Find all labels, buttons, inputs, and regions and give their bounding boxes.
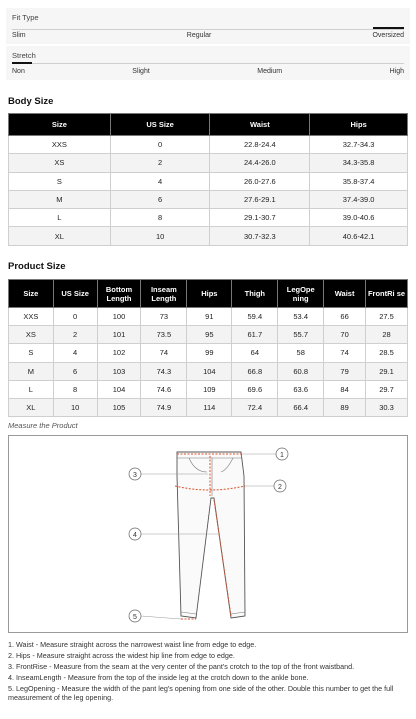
product-size-title: Product Size [8,261,66,272]
table-cell: XXS [9,308,54,326]
table-cell: M [9,190,111,208]
table-cell: 66.4 [278,398,324,416]
fit-type-label-regular: Regular [186,32,212,39]
pants-outline [177,452,245,618]
table-cell: 30.3 [366,398,408,416]
table-cell: 24.4-26.0 [210,154,310,172]
table-header-row [9,114,408,136]
note-hips: 2. Hips - Measure straight across the widest hip line from edge to edge. [8,651,235,660]
svg-text:2: 2 [278,484,282,491]
stretch-labels [12,68,404,75]
table-cell: S [9,172,111,190]
table-cell: XL [9,227,111,245]
body-size-table [8,113,408,246]
note-inseam-length: 4. InseamLength - Measure from the top of the inside leg at the crotch down to the ankle bone. [8,673,309,682]
table-row [9,209,408,227]
table-cell: 84 [324,380,366,398]
table-cell: 74.9 [141,398,187,416]
header-waist: Waist [210,114,310,136]
table-cell: 8 [53,380,97,398]
table-cell: 91 [187,308,232,326]
header-bottom-length: Bottom Length [97,280,141,308]
table-cell: 73 [141,308,187,326]
stretch-label-non: Non [12,68,25,75]
stretch-label-medium: Medium [257,68,283,75]
table-cell: 66.8 [232,362,278,380]
measurement-notes [8,640,412,704]
table-cell: 100 [97,308,141,326]
table-cell: 109 [187,380,232,398]
header-leg-opening: LegOpe ning [278,280,324,308]
table-cell: 105 [97,398,141,416]
table-cell: 64 [232,344,278,362]
svg-text:1: 1 [280,452,284,459]
table-cell: 101 [97,326,141,344]
fit-type-selected-marker [373,27,404,29]
table-cell: 60.8 [278,362,324,380]
svg-text:3: 3 [133,472,137,479]
table-row [9,326,408,344]
table-cell: 4 [53,344,97,362]
body-size-title: Body Size [8,96,54,107]
table-cell: XL [9,398,54,416]
table-row [9,227,408,245]
table-cell: 8 [110,209,210,227]
table-row [9,136,408,154]
table-cell: 69.6 [232,380,278,398]
header-thigh: Thigh [232,280,278,308]
table-cell: L [9,209,111,227]
table-cell: 89 [324,398,366,416]
note-waist: 1. Waist - Measure straight across the narrowest waist line from edge to edge. [8,640,257,649]
fit-type-scale [6,8,410,44]
measure-caption: Measure the Product [8,421,78,430]
table-cell: 29.1 [366,362,408,380]
table-cell: 4 [110,172,210,190]
measure-diagram [8,435,408,633]
stretch-label-slight: Slight [132,68,150,75]
table-cell: 59.4 [232,308,278,326]
header-size: Size [9,114,111,136]
marker-3 [129,468,141,480]
table-cell: 66 [324,308,366,326]
fit-type-label-slim: Slim [12,32,26,39]
table-cell: 28.5 [366,344,408,362]
table-row [9,398,408,416]
stretch-scale [6,46,410,80]
table-cell: 114 [187,398,232,416]
note-front-rise: 3. FrontRise - Measure from the seam at the very center of the pant's crotch to the top of the front waistband. [8,662,355,671]
table-cell: S [9,344,54,362]
svg-text:5: 5 [133,614,137,621]
table-cell: 74.6 [141,380,187,398]
table-cell: 27.6-29.1 [210,190,310,208]
pants-illustration [9,436,407,632]
table-cell: 32.7-34.3 [310,136,408,154]
table-cell: 34.3-35.8 [310,154,408,172]
table-cell: XS [9,326,54,344]
table-row [9,190,408,208]
table-cell: 30.7-32.3 [210,227,310,245]
table-row [9,380,408,398]
header-us-size: US Size [53,280,97,308]
header-us-size: US Size [110,114,210,136]
marker-2 [274,480,286,492]
table-cell: 6 [110,190,210,208]
table-cell: 79 [324,362,366,380]
table-cell: 104 [97,380,141,398]
table-row [9,362,408,380]
table-row [9,344,408,362]
note-leg-opening: 5. LegOpening - Measure the width of the pant leg's opening from one side of the other. Double this number to get the full measurement of the leg opening. [8,684,394,702]
table-cell: 35.8-37.4 [310,172,408,190]
table-cell: 10 [53,398,97,416]
table-cell: 29.1-30.7 [210,209,310,227]
table-cell: 104 [187,362,232,380]
table-cell: 99 [187,344,232,362]
table-cell: 28 [366,326,408,344]
marker-4 [129,528,141,540]
stretch-track [12,63,404,64]
table-cell: 29.7 [366,380,408,398]
table-cell: 95 [187,326,232,344]
table-cell: 22.8-24.4 [210,136,310,154]
table-cell: 74 [141,344,187,362]
table-cell: 37.4-39.0 [310,190,408,208]
marker-1 [276,448,288,460]
table-cell: 58 [278,344,324,362]
table-cell: 0 [110,136,210,154]
stretch-selected-marker [12,62,32,64]
table-cell: 73.5 [141,326,187,344]
header-hips: Hips [187,280,232,308]
table-cell: 40.6-42.1 [310,227,408,245]
marker-5 [129,610,141,622]
fit-type-title: Fit Type [12,13,39,22]
table-cell: 10 [110,227,210,245]
header-hips: Hips [310,114,408,136]
table-cell: 63.6 [278,380,324,398]
table-cell: M [9,362,54,380]
table-row [9,308,408,326]
header-waist: Waist [324,280,366,308]
table-cell: 70 [324,326,366,344]
stretch-title: Stretch [12,51,36,60]
table-cell: 27.5 [366,308,408,326]
header-front-rise: FrontRi se [366,280,408,308]
table-cell: 103 [97,362,141,380]
fit-type-label-oversized: Oversized [372,32,404,39]
table-cell: 53.4 [278,308,324,326]
table-cell: XXS [9,136,111,154]
fit-type-labels [12,32,404,39]
table-cell: 72.4 [232,398,278,416]
table-cell: 61.7 [232,326,278,344]
table-cell: L [9,380,54,398]
table-cell: 6 [53,362,97,380]
header-size: Size [9,280,54,308]
table-cell: 74.3 [141,362,187,380]
fit-type-track [12,29,404,30]
table-cell: 2 [110,154,210,172]
table-cell: 0 [53,308,97,326]
table-cell: 55.7 [278,326,324,344]
stretch-label-high: High [389,68,404,75]
table-row [9,172,408,190]
table-cell: 74 [324,344,366,362]
table-cell: 2 [53,326,97,344]
product-size-table [8,279,408,417]
table-row [9,154,408,172]
table-cell: 26.0-27.6 [210,172,310,190]
table-cell: XS [9,154,111,172]
svg-text:4: 4 [133,532,137,539]
table-header-row [9,280,408,308]
header-inseam-length: Inseam Length [141,280,187,308]
table-cell: 39.0-40.6 [310,209,408,227]
table-cell: 102 [97,344,141,362]
